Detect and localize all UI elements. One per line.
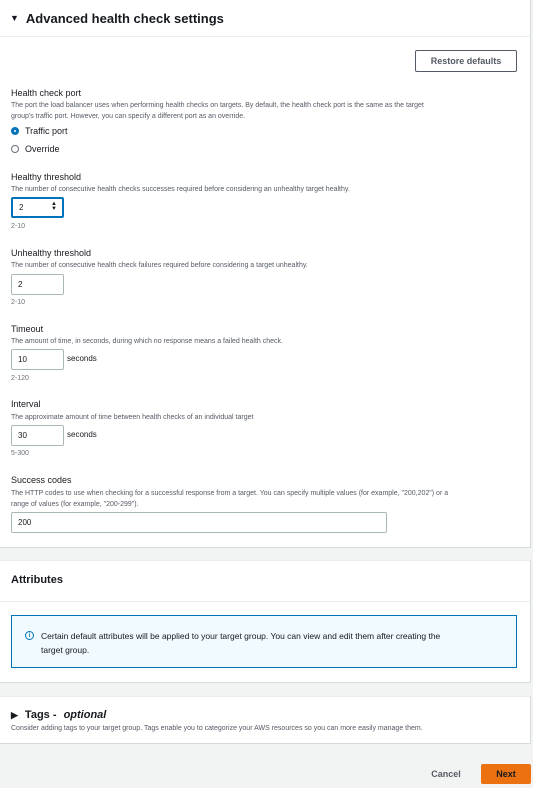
tags-panel	[0, 696, 531, 744]
health-check-header[interactable]	[0, 0, 530, 37]
attributes-divider	[0, 601, 530, 602]
radio-selected-icon[interactable]	[11, 127, 19, 135]
unhealthy-threshold-value: 2	[18, 280, 23, 289]
radio-override-label: Override	[25, 144, 60, 154]
attributes-info-line-2: target group.	[41, 645, 90, 655]
attributes-info-line-1: Certain default attributes will be applied to your target group. You can view and edit them after creating the	[41, 631, 441, 641]
success-codes-label: Success codes	[11, 475, 72, 485]
info-icon: i	[25, 631, 34, 640]
success-codes-description-1: The HTTP codes to use when checking for a successful response from a target. You can specify multiple values (for example, "200,202") or a	[11, 490, 449, 497]
unhealthy-threshold-description: The number of consecutive health check failures required before considering a target unhealthy.	[11, 262, 308, 269]
interval-input[interactable]	[11, 425, 64, 446]
timeout-input[interactable]	[11, 349, 64, 370]
tags-optional-label: optional	[63, 709, 107, 721]
health-check-title: Advanced health check settings	[25, 10, 224, 26]
radio-override[interactable]	[11, 144, 60, 154]
healthy-threshold-input[interactable]	[11, 197, 64, 218]
caret-right-icon[interactable]: ▶	[11, 709, 18, 720]
healthy-threshold-label: Healthy threshold	[11, 172, 82, 182]
timeout-description: The amount of time, in seconds, during which no response means a failed health check.	[11, 338, 283, 345]
unhealthy-threshold-label: Unhealthy threshold	[11, 248, 92, 258]
restore-defaults-button[interactable]: Restore defaults	[415, 50, 517, 72]
health-check-port-label: Health check port	[11, 88, 82, 98]
attributes-title: Attributes	[11, 574, 63, 586]
timeout-unit: seconds	[67, 354, 97, 363]
success-codes-value: 200	[18, 518, 32, 527]
attributes-info-text	[41, 629, 511, 657]
cancel-button[interactable]: Cancel	[431, 769, 461, 779]
health-check-port-description-2: group's traffic port. However, you can specify a different port as an override.	[11, 113, 246, 120]
attributes-panel	[0, 560, 531, 683]
radio-traffic-port-label: Traffic port	[25, 126, 68, 136]
radio-unselected-icon[interactable]	[11, 145, 19, 153]
health-check-port-description-1: The port the load balancer uses when performing health checks on targets. By default, the health check port is the same as the target	[11, 102, 424, 109]
caret-down-icon[interactable]: ▼	[10, 13, 19, 23]
timeout-label: Timeout	[11, 324, 44, 334]
tags-header[interactable]	[11, 709, 106, 721]
healthy-threshold-description: The number of consecutive health checks successes required before considering an unhealthy target healthy.	[11, 186, 350, 193]
interval-constraint: 5-300	[11, 450, 29, 457]
stepper-icon[interactable]: ▲ ▼	[51, 201, 57, 212]
tags-title: Tags -	[24, 709, 60, 721]
timeout-value: 10	[18, 355, 27, 364]
tags-description: Consider adding tags to your target group. Tags enable you to categorize your AWS resources so you can more easily manage them.	[11, 725, 423, 732]
success-codes-description-2: range of values (for example, "200-299").	[11, 501, 139, 508]
timeout-constraint: 2-120	[11, 375, 29, 382]
interval-unit: seconds	[67, 430, 97, 439]
unhealthy-threshold-input[interactable]	[11, 274, 64, 295]
healthy-threshold-value: 2	[19, 203, 24, 212]
unhealthy-threshold-constraint: 2-10	[11, 299, 26, 306]
interval-label: Interval	[11, 399, 41, 409]
radio-traffic-port[interactable]	[11, 126, 68, 136]
attributes-info-alert	[11, 615, 517, 668]
interval-description: The approximate amount of time between health checks of an individual target	[11, 414, 254, 421]
interval-value: 30	[18, 431, 27, 440]
next-button[interactable]: Next	[481, 764, 531, 784]
success-codes-input[interactable]	[11, 512, 387, 533]
healthy-threshold-constraint: 2-10	[11, 223, 26, 230]
